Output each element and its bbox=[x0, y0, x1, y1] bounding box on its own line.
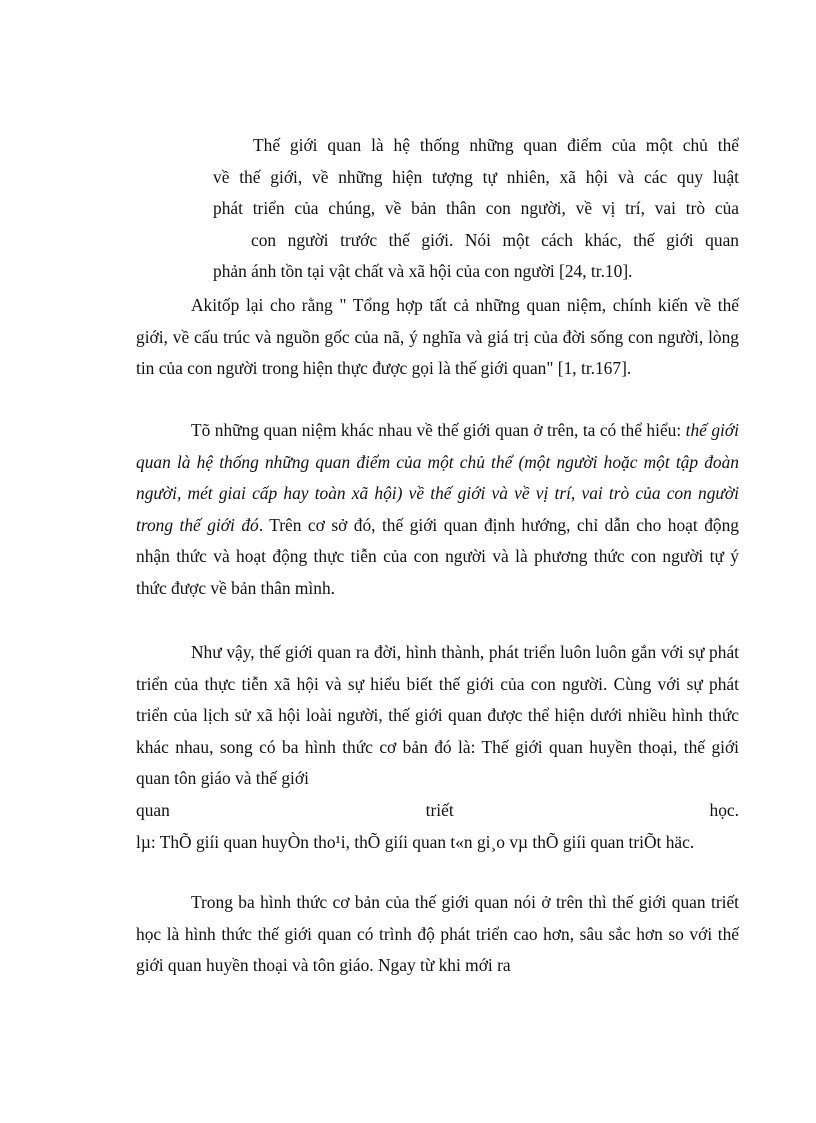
quote-line: con người trước thế giới. Nói một cách khác, thế giới quan bbox=[251, 229, 739, 250]
quote-line: Thế giới quan là hệ thống những quan điểm của một chủ thể bbox=[253, 135, 739, 155]
quote-line: phản ánh tồn tại vật chất và xã hội của con người [24, tr.10]. bbox=[213, 261, 633, 281]
paragraph-text: Như vậy, thế giới quan ra đời, hình thành, phát triển luôn luôn gắn với sự phát triển của thực tiễn xã hội và sự hiểu biết thế giới của con người. Cùng với sự phát triển của lịch sử xã hội loài người, thế giới quan được thể hiện dưới nhiều hình thức khác nhau, song có ba hình thức cơ bản đó là: Thế giới quan huyền thoại, thế giới quan tôn giáo và thế giới bbox=[136, 642, 739, 789]
block-quote bbox=[213, 130, 739, 288]
definition-italic: thế giới quan là hệ thống những quan điểm của một chủ thể (một người hoặc một tập đoàn người, mét giai cấp hay toàn xã hội) về thế giới và về vị trí, vai trò của con người trong thế giới đó bbox=[136, 420, 739, 535]
paragraph-forms bbox=[136, 637, 739, 858]
paragraph-last-line: quan triết học. bbox=[136, 799, 739, 820]
quote-line: về thế giới, về những hiện tượng tự nhiên, xã hội và các quy luật bbox=[213, 166, 739, 187]
paragraph-definition bbox=[136, 415, 739, 605]
paragraph-text: Trong ba hình thức cơ bản của thế giới quan nói ở trên thì thế giới quan triết học là hình thức thế giới quan có trình độ phát triển cao hơn, sâu sắc hơn so với thế giới quan huyền thoại và tôn giáo. Ngay từ khi mới ra bbox=[136, 892, 739, 976]
quote-line: phát triển của chúng, về bản thân con người, về vị trí, vai trò của bbox=[213, 198, 739, 218]
paragraph-text-end: . Trên cơ sở đó, thế giới quan định hướng, chỉ dẫn cho hoạt động nhận thức và hoạt động thực tiễn của con người và là phương thức con người tự ý thức được về bản thân mình. bbox=[136, 514, 739, 598]
paragraph-text bbox=[136, 415, 739, 605]
paragraph-akitop bbox=[136, 290, 739, 385]
garbled-text: lµ: ThÕ giíi quan huyÒn tho¹i, thÕ giíi quan t«n gi¸o vµ thÕ giíi quan triÕt häc. bbox=[136, 831, 695, 852]
paragraph-philosophy bbox=[136, 887, 739, 982]
paragraph-text: Akitốp lại cho rằng " Tổng hợp tất cả những quan niệm, chính kiến về thế giới, về cấu trúc và nguồn gốc của nã, ý nghĩa và giá trị của đời sống con người, lòng tin của con người trong hiện thực được gọi là thế giới quan" [1, tr.167]. bbox=[136, 295, 739, 379]
paragraph-text-start: Tõ những quan niệm khác nhau về thế giới quan ở trên, ta có thể hiểu: bbox=[191, 420, 686, 440]
